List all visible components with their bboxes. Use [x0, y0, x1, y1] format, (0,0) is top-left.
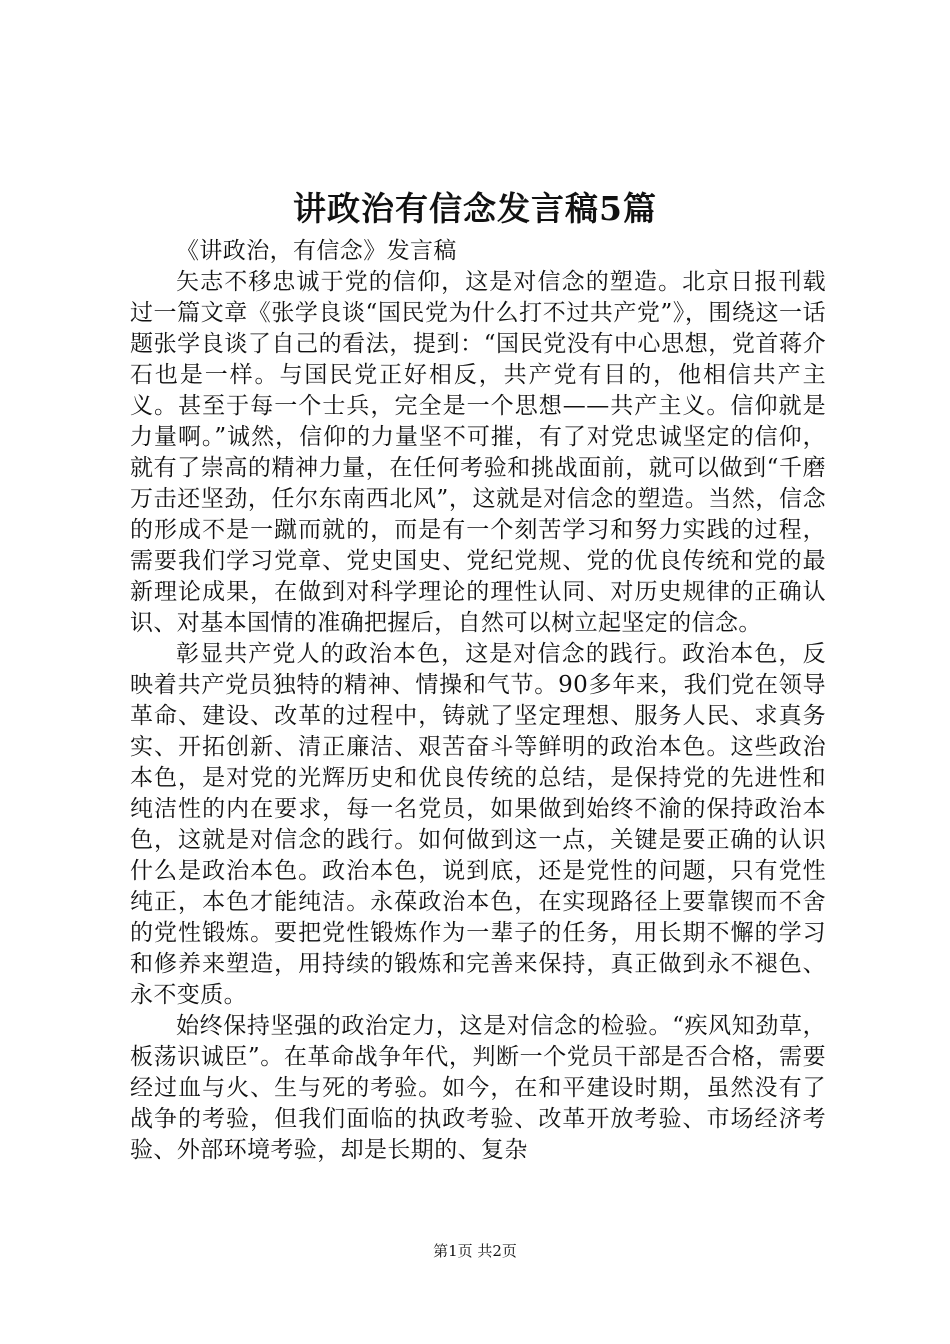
body-paragraph: 矢志不移忠诚于党的信仰，这是对信念的塑造。北京日报刊载过一篇文章《张学良谈“国民党为什么打不过共产党”》，围绕这一话题张学良谈了自己的看法，提到：“国民党没有中心思想，党首蒋介石也是一样。与国民党正好相反，共产党有目的，他相信共产主义。甚至于每一个士兵，完全是一个思想——共产主义。信仰就是力量啊。”诚然，信仰的力量坚不可摧，有了对党忠诚坚定的信仰，就有了崇高的精神力量，在任何考验和挑战面前，就可以做到“千磨万击还坚劲，任尔东南西北风”，这就是对信念的塑造。当然，信念的形成不是一蹴而就的，而是有一个刻苦学习和努力实践的过程，需要我们学习党章、党史国史、党纪党规、党的优良传统和党的最新理论成果，在做到对科学理论的理性认同、对历史规律的正确认识、对基本国情的准确把握后，自然可以树立起坚定的信念。: [130, 269, 826, 636]
document-title: 讲政治有信念发言稿5篇: [293, 189, 657, 228]
body-paragraph: 彰显共产党人的政治本色，这是对信念的践行。政治本色，反映着共产党员独特的精神、情操和气节。90多年来，我们党在领导革命、建设、改革的过程中，铸就了坚定理想、服务人民、求真务实、开拓创新、清正廉洁、艰苦奋斗等鲜明的政治本色。这些政治本色，是对党的光辉历史和优良传统的总结，是保持党的先进性和纯洁性的内在要求，每一名党员，如果做到始终不渝的保持政治本色，这就是对信念的践行。如何做到这一点，关键是要正确的认识什么是政治本色。政治本色，说到底，还是党性的问题，只有党性纯正，本色才能纯洁。永葆政治本色，在实现路径上要靠锲而不舍的党性锻炼。要把党性锻炼作为一辈子的任务，用长期不懈的学习和修养来塑造，用持续的锻炼和完善来保持，真正做到永不褪色、永不变质。: [130, 641, 826, 1008]
document-subtitle: 《讲政治，有信念》发言稿: [176, 238, 457, 264]
body-paragraph: 始终保持坚强的政治定力，这是对信念的检验。“疾风知劲草，板荡识诚臣”。在革命战争年代，判断一个党员干部是否合格，需要经过血与火、生与死的考验。如今，在和平建设时期，虽然没有了战争的考验，但我们面临的执政考验、改革开放考验、市场经济考验、外部环境考验，却是长期的、复杂: [130, 1013, 826, 1163]
page-number-footer: 第1页 共2页: [433, 1242, 517, 1260]
document-body: [130, 236, 826, 1166]
